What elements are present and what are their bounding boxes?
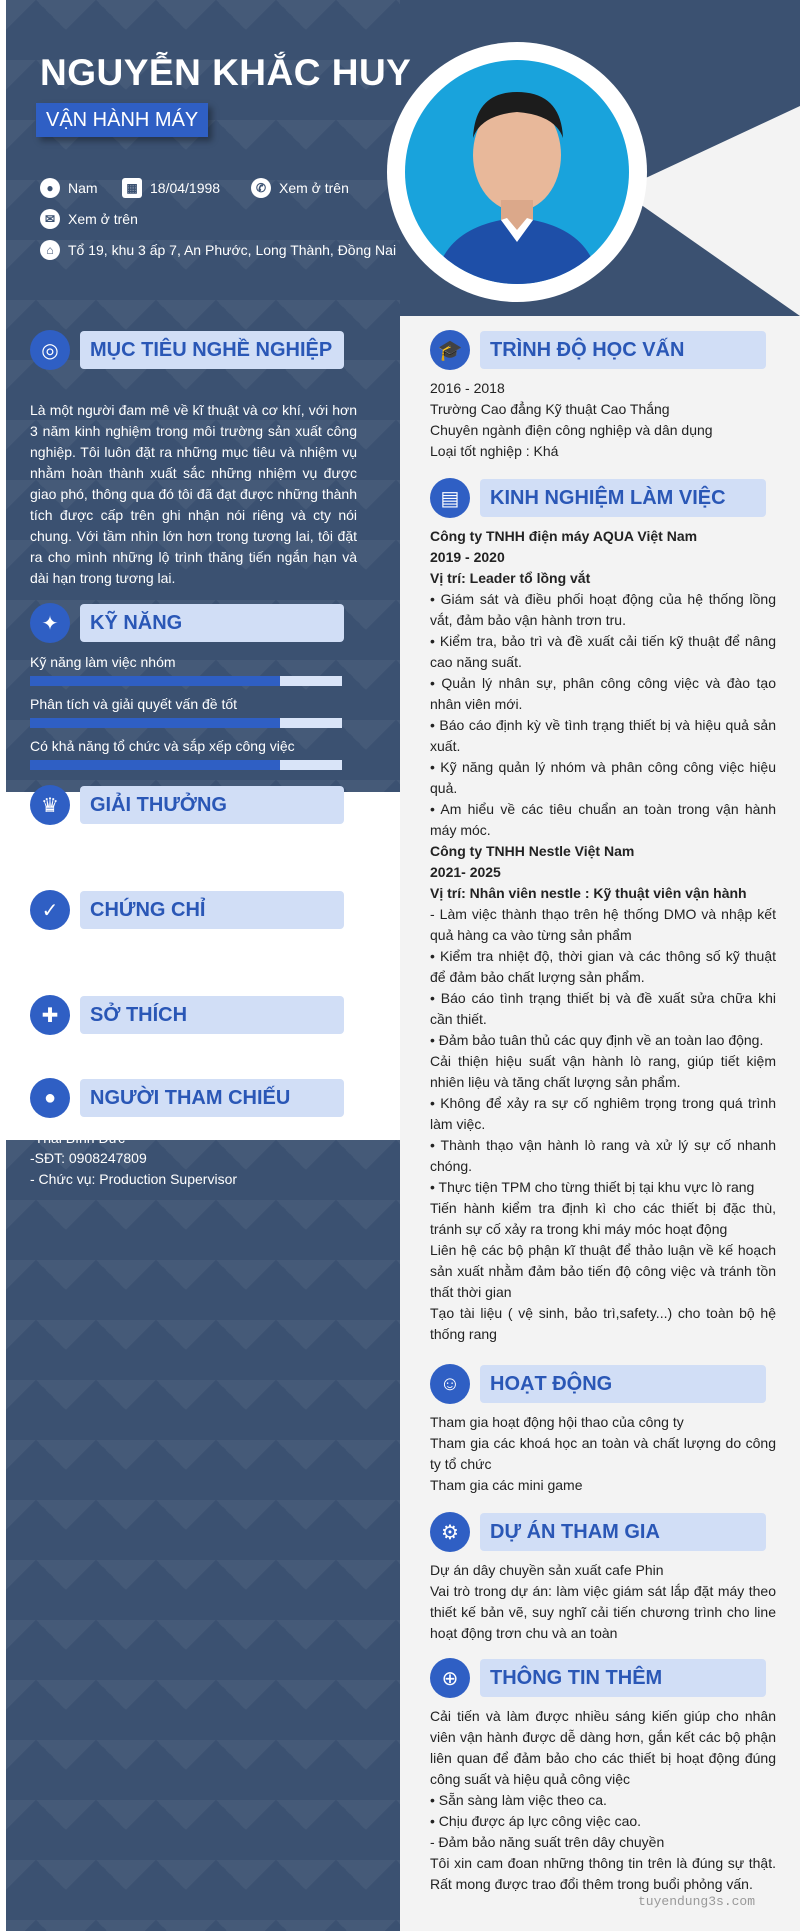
person-activity-icon: ☺ [430, 1364, 470, 1404]
more-item: Tôi xin cam đoan những thông tin trên là đúng sự thật. Rất mong được trao đổi thêm trong buổi phỏng vấn. [430, 1855, 776, 1892]
more-item: • Sẵn sàng làm việc theo ca. [430, 1792, 607, 1808]
job-duty: • Báo cáo định kỳ về tình trạng thiết bị và hiệu quả sản xuất. [430, 717, 776, 754]
phone-icon: ✆ [251, 178, 271, 198]
education-title: TRÌNH ĐỘ HỌC VẤN [480, 331, 766, 369]
skill-bar [30, 676, 342, 686]
job-duty: • Kiểm tra nhiệt độ, thời gian và các thông số kỹ thuật để đảm bảo chất lượng sản phẩm. [430, 948, 776, 985]
phone-text: Xem ở trên [279, 180, 349, 196]
address-text: Tổ 19, khu 3 ấp 7, An Phước, Long Thành, Đồng Nai [68, 242, 397, 258]
refs-title: NGƯỜI THAM CHIẾU [80, 1079, 344, 1117]
activities-block [430, 1412, 776, 1496]
address-info [40, 240, 396, 260]
job-company: Công ty TNHH Nestle Việt Nam [430, 843, 635, 859]
job-duty: • Quản lý nhân sự, phân công công việc và đào tạo nhân viên mới. [430, 675, 776, 712]
skill-label: Kỹ năng làm việc nhóm [30, 654, 176, 670]
job-duty: • Không để xảy ra sự cố nghiêm trọng trong quá trình làm việc. [430, 1095, 776, 1132]
refs-position: - Chức vụ: Production Supervisor [30, 1171, 238, 1187]
job-duty: • Đảm bảo tuân thủ các quy định về an toàn lao động. [430, 1032, 764, 1048]
skill-bar [30, 718, 342, 728]
skill-label: Có khả năng tổ chức và sắp xếp công việc [30, 738, 295, 754]
activity-item: Tham gia các khoá học an toàn và chất lượng do công ty tổ chức [430, 1435, 776, 1472]
more-item: • Chịu được áp lực công việc cao. [430, 1813, 642, 1829]
person-silhouette-icon [405, 60, 629, 284]
gender-info [40, 178, 98, 198]
job-period: 2019 - 2020 [430, 549, 505, 565]
activities-heading [430, 1364, 766, 1404]
education-grade: Loại tốt nghiệp : Khá [430, 443, 559, 459]
education-major: Chuyên ngành điện công nghiệp và dân dụng [430, 422, 713, 438]
projects-title: DỰ ÁN THAM GIA [480, 1513, 766, 1551]
job-duty: • Thực tiện TPM cho từng thiết bị tại khu vực lò rang [430, 1179, 755, 1195]
job-duty: • Giám sát và điều phối hoạt động của hệ thống lồng vắt, đảm bảo vận hành trơn tru. [430, 591, 776, 628]
gender-text: Nam [68, 180, 98, 196]
trophy-icon: ♛ [30, 785, 70, 825]
job-period: 2021- 2025 [430, 864, 501, 880]
document-gear-icon: ⚙ [430, 1512, 470, 1552]
experience-heading [430, 478, 766, 518]
activity-item: Tham gia các mini game [430, 1477, 583, 1493]
graduation-cap-icon: 🎓 [430, 330, 470, 370]
email-text: Xem ở trên [68, 211, 138, 227]
job-duty: • Kiểm tra, bảo trì và đề xuất cải tiến kỹ thuật để nâng cao năng suất. [430, 633, 776, 670]
hobbies-title: SỞ THÍCH [80, 996, 344, 1034]
certs-heading [30, 890, 344, 930]
more-item: - Đảm bảo năng suất trên dây chuyền [430, 1834, 665, 1850]
brain-icon: ✦ [30, 603, 70, 643]
objective-title: MỤC TIÊU NGHỀ NGHIỆP [80, 331, 344, 369]
refs-phone: -SĐT: 0908247809 [30, 1150, 147, 1166]
projects-block [430, 1560, 776, 1644]
puzzle-icon: ✚ [30, 995, 70, 1035]
job-duty: Tạo tài liệu ( vệ sinh, bảo trì,safety...) cho toàn bộ hệ thống rang [430, 1305, 776, 1342]
awards-title: GIẢI THƯỞNG [80, 786, 344, 824]
briefcase-icon: ▤ [430, 478, 470, 518]
avatar [405, 60, 629, 284]
dob-text: 18/04/1998 [150, 180, 221, 196]
home-icon: ⌂ [40, 240, 60, 260]
hobbies-heading [30, 995, 344, 1035]
awards-heading [30, 785, 344, 825]
header-strip [400, 0, 800, 36]
calendar-icon: ▦ [122, 178, 142, 198]
activity-item: Tham gia hoạt động hội thao của công ty [430, 1414, 684, 1430]
badge-check-icon: ✓ [30, 890, 70, 930]
phone-info [251, 178, 349, 198]
user-icon: ● [30, 1078, 70, 1118]
projects-heading [430, 1512, 766, 1552]
job-duty: Tiến hành kiểm tra định kì cho các thiết bị đặc thù, tránh sự cố xảy ra trong khi máy móc hoạt động [430, 1200, 776, 1237]
job-duty: • Kỹ năng quản lý nhóm và phân công công việc hiệu quả. [430, 759, 776, 796]
more-item: Cải tiến và làm được nhiều sáng kiến giúp cho nhân viên vận hành được dễ dàng hơn, gắn kết các bộ phận liên quan để đảm bảo cho các thiết bị hoạt động đúng công suất và hiệu quả công việc [430, 1708, 776, 1787]
education-school: Trường Cao đẳng Kỹ thuật Cao Thắng [430, 401, 670, 417]
job-duty: • Thành thạo vận hành lò rang và xử lý sự cố nhanh chóng. [430, 1137, 776, 1174]
skills-heading [30, 603, 344, 643]
job-duty: Cải thiện hiệu suất vận hành lò rang, giúp tiết kiệm nhiên liệu và tăng chất lượng sản phẩm. [430, 1053, 776, 1090]
education-years: 2016 - 2018 [430, 380, 505, 396]
job-duty: • Am hiểu về các tiêu chuẩn an toàn trong vận hành máy móc. [430, 801, 776, 838]
user-icon: ● [40, 178, 60, 198]
activities-title: HOẠT ĐỘNG [480, 1365, 766, 1403]
more-heading [430, 1658, 766, 1698]
skill-bar-fill [30, 676, 280, 686]
candidate-name: NGUYỄN KHẮC HUY [40, 52, 412, 93]
skill-label: Phân tích và giải quyết vấn đề tốt [30, 696, 238, 712]
experience-block [430, 526, 776, 1345]
plus-circle-icon: ⊕ [430, 1658, 470, 1698]
job-duty: Liên hệ các bộ phận kĩ thuật để thảo luận về kế hoạch sản xuất nhằm đảm bảo tiến độ công việc và tránh tồn thất thời gian [430, 1242, 776, 1300]
target-icon: ◎ [30, 330, 70, 370]
watermark: tuyendung3s.com [638, 1894, 756, 1909]
job-duty: - Làm việc thành thạo trên hệ thống DMO và nhập kết quả hàng ca vào từng sản phẩm [430, 906, 776, 943]
job-position: Vị trí: Nhân viên nestle : Kỹ thuật viên vận hành [430, 885, 747, 901]
email-info [40, 209, 138, 229]
job-duty: • Báo cáo tình trạng thiết bị và đề xuất sửa chữa khi cần thiết. [430, 990, 776, 1027]
project-item: Dự án dây chuyền sản xuất cafe Phin [430, 1562, 664, 1578]
certs-title: CHỨNG CHỈ [80, 891, 344, 929]
email-icon: ✉ [40, 209, 60, 229]
skill-bar [30, 760, 342, 770]
education-heading [430, 330, 766, 370]
more-title: THÔNG TIN THÊM [480, 1659, 766, 1697]
job-position: Vị trí: Leader tổ lồng vắt [430, 570, 591, 586]
job-company: Công ty TNHH điện máy AQUA Việt Nam [430, 528, 698, 544]
more-block [430, 1706, 776, 1895]
skills-title: KỸ NĂNG [80, 604, 344, 642]
dob-info [122, 178, 220, 198]
objective-heading [30, 330, 344, 370]
skill-bar-fill [30, 718, 280, 728]
refs-name: -Thái Bình Đức [30, 1130, 125, 1146]
objective-text: Là một người đam mê về kĩ thuật và cơ khí, với hơn 3 năm kinh nghiệm trong môi trường sản xuất công nghiệp. Tôi luôn đặt ra những mục tiêu và nhiệm vụ nhằm hoàn thành xuất sắc những nhiệm vụ được giao phó, thông qua đó tôi đã đạt được những thành tích được cấp trên ghi nhận nói riêng và cty nói chung. Với tầm nhìn lớn hơn trong tương lai, tôi đặt ra cho mình những lộ trình thăng tiến ngắn hạn và dài hạn trong tương lai. [30, 402, 357, 586]
project-item: Vai trò trong dự án: làm việc giám sát lắp đặt máy theo thiết kế bản vẽ, suy nghĩ cải tiến chương trình cho line hoạt động trơn chu và an toàn [430, 1583, 776, 1641]
skill-bar-fill [30, 760, 280, 770]
candidate-role: VẬN HÀNH MÁY [36, 103, 208, 137]
experience-title: KINH NGHIỆM LÀM VIỆC [480, 479, 766, 517]
refs-heading [30, 1078, 344, 1118]
education-block [430, 378, 776, 462]
